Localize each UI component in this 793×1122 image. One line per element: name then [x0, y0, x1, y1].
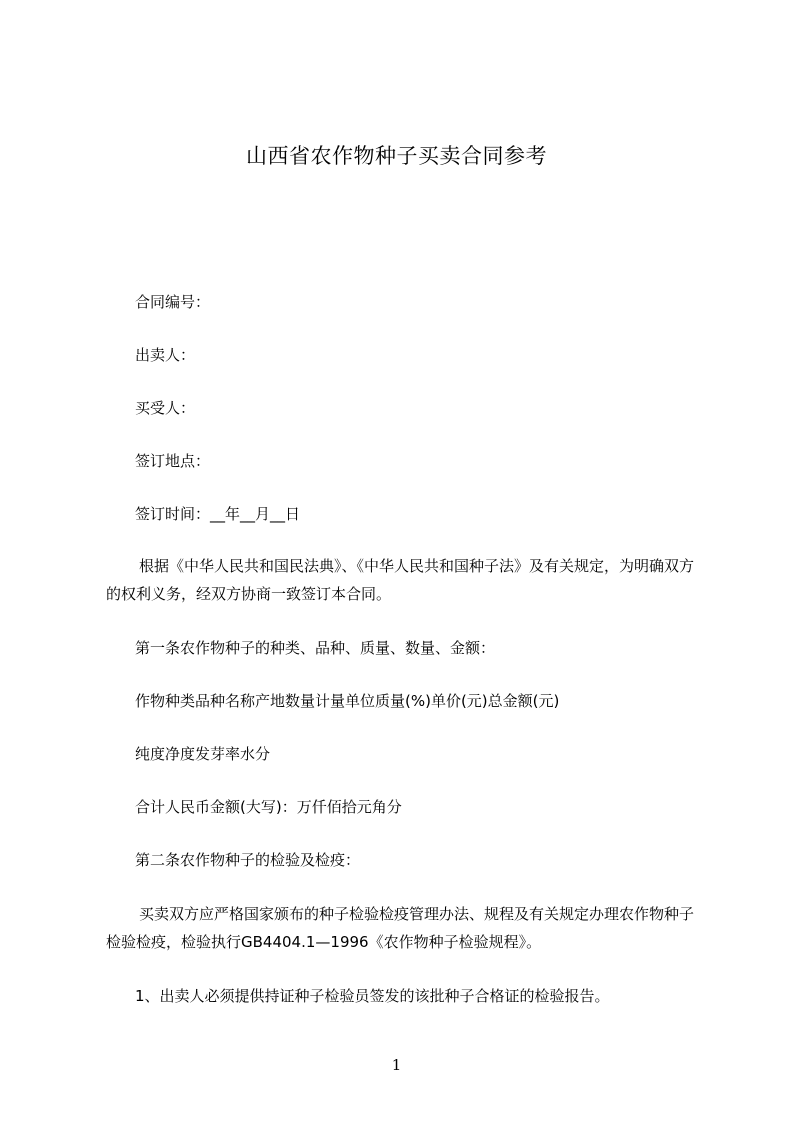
- article2-heading: 第二条农作物种子的检验及检疫：: [135, 851, 361, 869]
- article1-table-header: 作物种类品种名称产地数量计量单位质量(%)单价(元)总金额(元): [135, 692, 560, 710]
- signing-place-field: 签订地点：: [135, 452, 211, 470]
- signing-time-field: 签订时间：__年__月__日: [135, 505, 301, 523]
- article1-quality-items: 纯度净度发芽率水分: [135, 745, 271, 763]
- seller-field: 出卖人：: [135, 346, 196, 364]
- preamble-paragraph: 根据《中华人民共和国民法典》、《中华人民共和国种子法》及有关规定，为明确双方的权利义务，经双方协商一致签订本合同。: [106, 557, 695, 603]
- article1-heading: 第一条农作物种子的种类、品种、质量、数量、金额：: [135, 639, 496, 657]
- article2-body-paragraph: 买卖双方应严格国家颁布的种子检验检疫管理办法、规程及有关规定办理农作物种子检验检疫，检验执行GB4404.1—1996《农作物种子检验规程》。: [106, 905, 695, 951]
- page-number: 1: [391, 1056, 402, 1074]
- buyer-field: 买受人：: [135, 399, 196, 417]
- article2-item1: 1、出卖人必须提供持证种子检验员签发的该批种子合格证的检验报告。: [135, 987, 610, 1005]
- article1-total-amount: 合计人民币金额(大写)：万仟佰拾元角分: [135, 798, 402, 816]
- document-title: 山西省农作物种子买卖合同参考: [246, 144, 547, 168]
- contract-number-field: 合同编号：: [135, 293, 211, 311]
